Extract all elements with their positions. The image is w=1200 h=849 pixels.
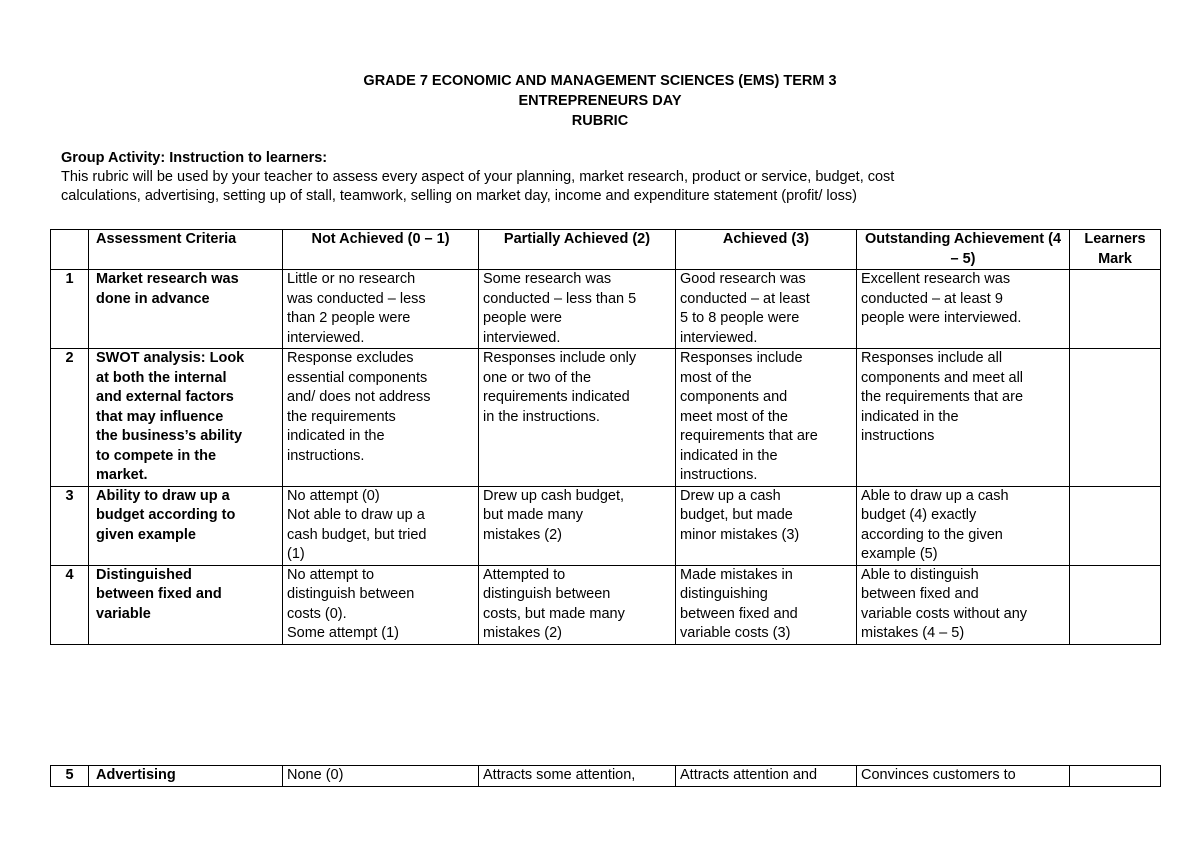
header-partially-achieved: Partially Achieved (2) — [479, 230, 676, 270]
header-achieved: Achieved (3) — [676, 230, 857, 270]
table-row — [51, 349, 1161, 487]
table-row — [51, 486, 1161, 565]
learners-mark-cell[interactable] — [1070, 486, 1161, 565]
title-line-1: GRADE 7 ECONOMIC AND MANAGEMENT SCIENCES (EMS) TERM 3 — [363, 73, 837, 89]
instructions-text-line-2: calculations, advertising, setting up of stall, teamwork, selling on market day, income and expenditure statement (profit/ loss) — [61, 188, 858, 204]
document-title — [0, 71, 1200, 131]
row-number: 1 — [51, 270, 89, 349]
partially-achieved-cell: Attempted to distinguish between costs, but made many mistakes (2) — [479, 565, 676, 644]
outstanding-cell: Able to distinguish between fixed and variable costs without any mistakes (4 – 5) — [857, 565, 1070, 644]
table-row — [51, 565, 1161, 644]
table-header-row — [51, 230, 1161, 270]
learners-mark-cell[interactable] — [1070, 349, 1161, 487]
row-number: 4 — [51, 565, 89, 644]
achieved-cell: Attracts attention and — [676, 766, 857, 787]
instructions-text-line-1: This rubric will be used by your teacher to assess every aspect of your planning, market research, product or service, budget, cost — [61, 169, 895, 185]
learners-mark-cell[interactable] — [1070, 565, 1161, 644]
instructions-heading: Group Activity: Instruction to learners: — [61, 150, 328, 166]
outstanding-cell: Excellent research was conducted – at least 9 people were interviewed. — [857, 270, 1070, 349]
header-outstanding: Outstanding Achievement (4 – 5) — [857, 230, 1070, 270]
not-achieved-cell: Little or no research was conducted – less than 2 people were interviewed. — [283, 270, 479, 349]
achieved-cell: Made mistakes in distinguishing between fixed and variable costs (3) — [676, 565, 857, 644]
rubric-table — [50, 229, 1161, 645]
not-achieved-cell: No attempt (0) Not able to draw up a cash budget, but tried (1) — [283, 486, 479, 565]
rubric-table-continued — [50, 765, 1161, 787]
achieved-cell: Drew up a cash budget, but made minor mistakes (3) — [676, 486, 857, 565]
not-achieved-cell: No attempt to distinguish between costs (0). Some attempt (1) — [283, 565, 479, 644]
outstanding-cell: Responses include all components and meet all the requirements that are indicated in the instructions — [857, 349, 1070, 487]
outstanding-cell: Able to draw up a cash budget (4) exactly according to the given example (5) — [857, 486, 1070, 565]
partially-achieved-cell: Some research was conducted – less than 5 people were interviewed. — [479, 270, 676, 349]
row-number: 3 — [51, 486, 89, 565]
header-learners-mark: Learners Mark — [1070, 230, 1161, 270]
header-assessment-criteria: Assessment Criteria — [89, 230, 283, 270]
partially-achieved-cell: Attracts some attention, — [479, 766, 676, 787]
instructions — [61, 149, 1161, 206]
criteria-cell: Advertising — [89, 766, 283, 787]
criteria-cell: SWOT analysis: Look at both the internal and external factors that may influence the business’s ability to compete in the market. — [89, 349, 283, 487]
achieved-cell: Responses include most of the components and meet most of the requirements that are indicated in the instructions. — [676, 349, 857, 487]
table-row — [51, 766, 1161, 787]
achieved-cell: Good research was conducted – at least 5 to 8 people were interviewed. — [676, 270, 857, 349]
header-not-achieved: Not Achieved (0 – 1) — [283, 230, 479, 270]
not-achieved-cell: Response excludes essential components and/ does not address the requirements indicated in the instructions. — [283, 349, 479, 487]
row-number: 2 — [51, 349, 89, 487]
partially-achieved-cell: Drew up cash budget, but made many mistakes (2) — [479, 486, 676, 565]
table-row — [51, 270, 1161, 349]
title-line-3: RUBRIC — [571, 113, 629, 129]
partially-achieved-cell: Responses include only one or two of the requirements indicated in the instructions. — [479, 349, 676, 487]
title-line-2: ENTREPRENEURS DAY — [518, 93, 682, 109]
header-number — [51, 230, 89, 270]
not-achieved-cell: None (0) — [283, 766, 479, 787]
criteria-cell: Ability to draw up a budget according to given example — [89, 486, 283, 565]
learners-mark-cell[interactable] — [1070, 270, 1161, 349]
criteria-cell: Market research was done in advance — [89, 270, 283, 349]
outstanding-cell: Convinces customers to — [857, 766, 1070, 787]
criteria-cell: Distinguished between fixed and variable — [89, 565, 283, 644]
learners-mark-cell[interactable] — [1070, 766, 1161, 787]
row-number: 5 — [51, 766, 89, 787]
